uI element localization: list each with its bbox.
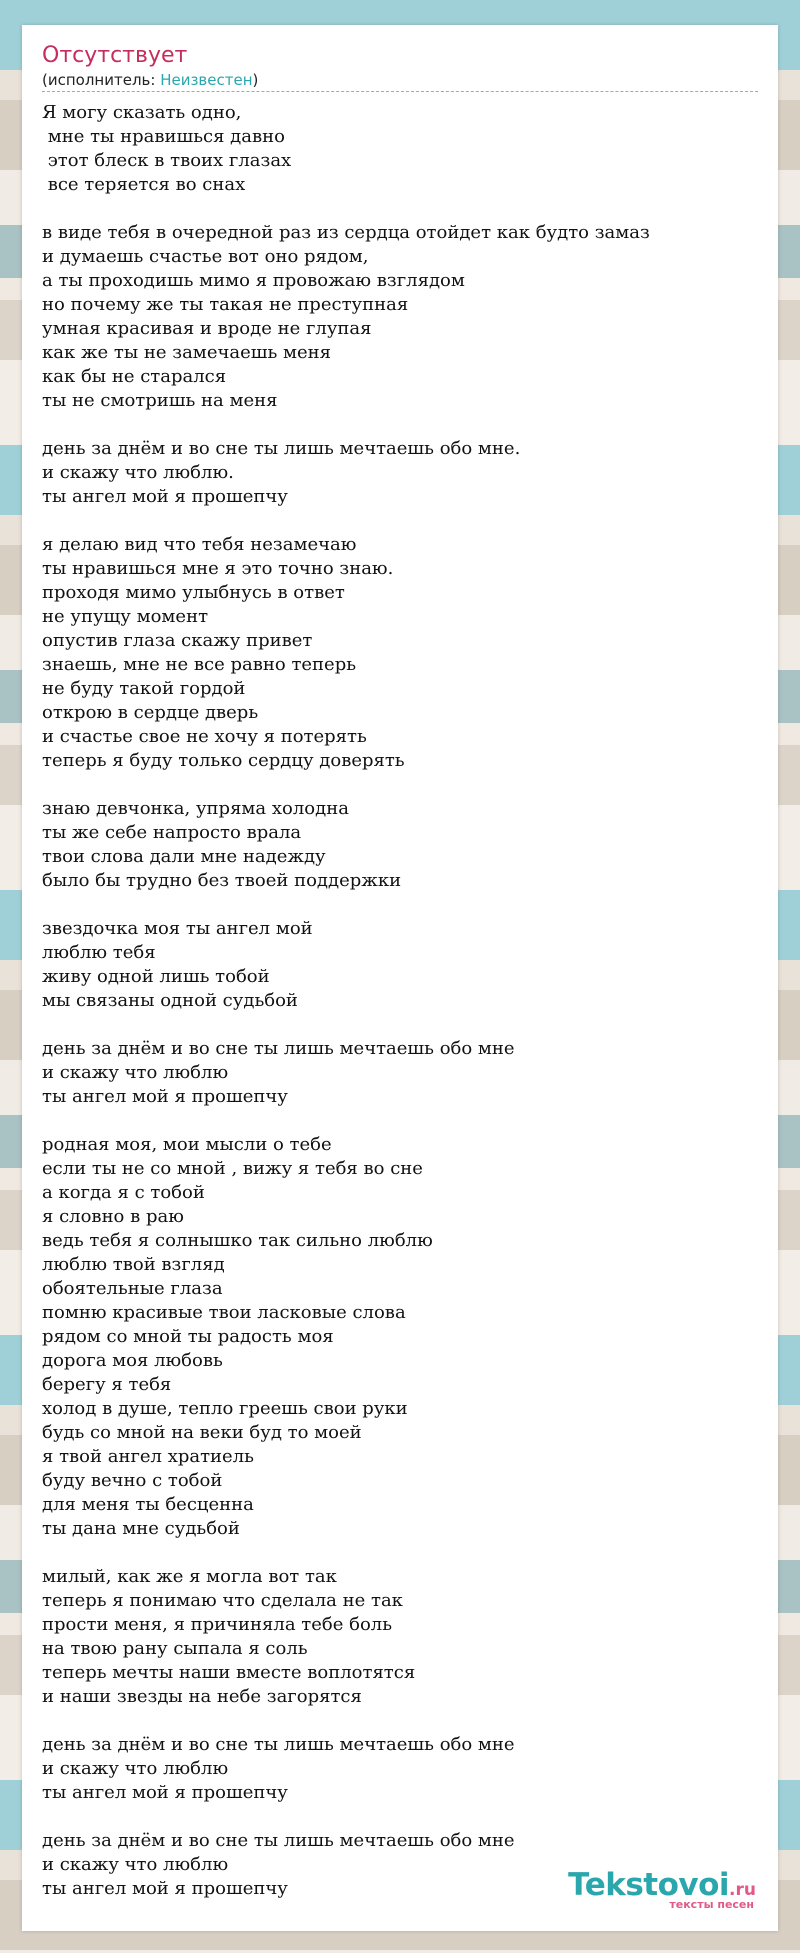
lyrics-stanza bbox=[42, 797, 762, 893]
lyrics-line: я делаю вид что тебя незамечаю bbox=[42, 534, 357, 555]
lyrics-stanza bbox=[42, 1565, 762, 1709]
lyrics-line: и скажу что люблю bbox=[42, 1758, 229, 1779]
lyrics-line: как бы не старался bbox=[42, 366, 227, 387]
lyrics-stanza bbox=[42, 917, 762, 1013]
logo-main-text: Tekstovoi bbox=[568, 1867, 730, 1903]
lyrics-line: как же ты не замечаешь меня bbox=[42, 342, 332, 363]
lyrics-line: ты же себе напросто врала bbox=[42, 822, 302, 843]
lyrics-line: милый, как же я могла вот так bbox=[42, 1566, 337, 1587]
lyrics-line: этот блеск в твоих глазах bbox=[42, 150, 292, 171]
lyrics-line: знаю девчонка, упряма холодна bbox=[42, 798, 349, 819]
lyrics-line: и счастье свое не хочу я потерять bbox=[42, 726, 367, 747]
lyrics-line: люблю твой взгляд bbox=[42, 1254, 225, 1275]
artist-prefix: (исполнитель: bbox=[42, 71, 161, 89]
lyrics-line: ты ангел мой я прошепчу bbox=[42, 1878, 288, 1899]
lyrics-line: для меня ты бесценна bbox=[42, 1494, 254, 1515]
lyrics-line: ты нравишься мне я это точно знаю. bbox=[42, 558, 394, 579]
lyrics-stanza bbox=[42, 101, 762, 197]
lyrics-line: и наши звезды на небе загорятся bbox=[42, 1686, 362, 1707]
lyrics-line: а ты проходишь мимо я провожаю взглядом bbox=[42, 270, 465, 291]
lyrics-line: и скажу что люблю bbox=[42, 1062, 229, 1083]
artist-line bbox=[42, 70, 758, 90]
lyrics-line: мне ты нравишься давно bbox=[42, 126, 285, 147]
song-header bbox=[42, 42, 758, 92]
lyrics-body bbox=[42, 101, 762, 1925]
lyrics-line: теперь я буду только сердцу доверять bbox=[42, 750, 405, 771]
lyrics-line: день за днём и во сне ты лишь мечтаешь обо мне bbox=[42, 1830, 515, 1851]
lyrics-line: опустив глаза скажу привет bbox=[42, 630, 313, 651]
lyrics-line: день за днём и во сне ты лишь мечтаешь обо мне. bbox=[42, 438, 521, 459]
lyrics-line: будь со мной на веки буд то моей bbox=[42, 1422, 362, 1443]
lyrics-line: Я могу сказать одно, bbox=[42, 102, 242, 123]
logo-domain-text: .ru bbox=[729, 1880, 756, 1900]
lyrics-line: ты не смотришь на меня bbox=[42, 390, 278, 411]
lyrics-line: открою в сердце дверь bbox=[42, 702, 259, 723]
lyrics-line: ты ангел мой я прошепчу bbox=[42, 1086, 288, 1107]
lyrics-line: было бы трудно без твоей поддержки bbox=[42, 870, 402, 891]
lyrics-line: холод в душе, тепло греешь свои руки bbox=[42, 1398, 408, 1419]
lyrics-line: рядом со мной ты радость моя bbox=[42, 1326, 334, 1347]
lyrics-stanza bbox=[42, 221, 762, 413]
artist-link[interactable]: Неизвестен bbox=[160, 71, 253, 89]
lyrics-line: проходя мимо улыбнусь в ответ bbox=[42, 582, 345, 603]
lyrics-sheet bbox=[22, 25, 778, 1931]
lyrics-line: все теряется во снах bbox=[42, 174, 246, 195]
lyrics-line: живу одной лишь тобой bbox=[42, 966, 270, 987]
lyrics-line: и скажу что люблю bbox=[42, 1854, 229, 1875]
logo-wordmark bbox=[568, 1869, 756, 1901]
lyrics-line: но почему же ты такая не преступная bbox=[42, 294, 409, 315]
lyrics-line: умная красивая и вроде не глупая bbox=[42, 318, 372, 339]
lyrics-line: я словно в раю bbox=[42, 1206, 184, 1227]
lyrics-line: теперь я понимаю что сделала не так bbox=[42, 1590, 403, 1611]
site-logo[interactable] bbox=[568, 1869, 756, 1911]
lyrics-line: твои слова дали мне надежду bbox=[42, 846, 326, 867]
lyrics-line: и скажу что люблю. bbox=[42, 462, 234, 483]
artist-suffix: ) bbox=[252, 71, 259, 89]
lyrics-line: берегу я тебя bbox=[42, 1374, 172, 1395]
lyrics-line: знаешь, мне не все равно теперь bbox=[42, 654, 357, 675]
lyrics-line: ты ангел мой я прошепчу bbox=[42, 486, 288, 507]
lyrics-line: обоятельные глаза bbox=[42, 1278, 223, 1299]
lyrics-line: люблю тебя bbox=[42, 942, 156, 963]
lyrics-stanza bbox=[42, 533, 762, 773]
lyrics-line: звездочка моя ты ангел мой bbox=[42, 918, 313, 939]
lyrics-stanza bbox=[42, 1133, 762, 1541]
lyrics-line: ведь тебя я солнышко так сильно люблю bbox=[42, 1230, 433, 1251]
lyrics-line: ты ангел мой я прошепчу bbox=[42, 1782, 288, 1803]
lyrics-line: в виде тебя в очередной раз из сердца отойдет как будто замаз bbox=[42, 222, 650, 243]
lyrics-line: помню красивые твои ласковые слова bbox=[42, 1302, 406, 1323]
lyrics-line: не упущу момент bbox=[42, 606, 209, 627]
logo-tagline: тексты песен bbox=[669, 1898, 754, 1911]
lyrics-line: дорога моя любовь bbox=[42, 1350, 223, 1371]
song-title: Отсутствует bbox=[42, 43, 188, 68]
lyrics-stanza bbox=[42, 1037, 762, 1109]
lyrics-line: мы связаны одной судьбой bbox=[42, 990, 298, 1011]
lyrics-line: родная моя, мои мысли о тебе bbox=[42, 1134, 332, 1155]
lyrics-line: и думаешь счастье вот оно рядом, bbox=[42, 246, 369, 267]
lyrics-line: если ты не со мной , вижу я тебя во сне bbox=[42, 1158, 423, 1179]
lyrics-stanza bbox=[42, 1733, 762, 1805]
lyrics-line: на твою рану сыпала я соль bbox=[42, 1638, 308, 1659]
lyrics-line: прости меня, я причиняла тебе боль bbox=[42, 1614, 393, 1635]
lyrics-line: теперь мечты наши вместе воплотятся bbox=[42, 1662, 416, 1683]
lyrics-line: я твой ангел хратиель bbox=[42, 1446, 254, 1467]
lyrics-line: не буду такой гордой bbox=[42, 678, 246, 699]
lyrics-line: буду вечно с тобой bbox=[42, 1470, 223, 1491]
lyrics-line: а когда я с тобой bbox=[42, 1182, 205, 1203]
lyrics-line: день за днём и во сне ты лишь мечтаешь обо мне bbox=[42, 1734, 515, 1755]
lyrics-line: день за днём и во сне ты лишь мечтаешь обо мне bbox=[42, 1038, 515, 1059]
lyrics-line: ты дана мне судьбой bbox=[42, 1518, 240, 1539]
lyrics-stanza bbox=[42, 437, 762, 509]
